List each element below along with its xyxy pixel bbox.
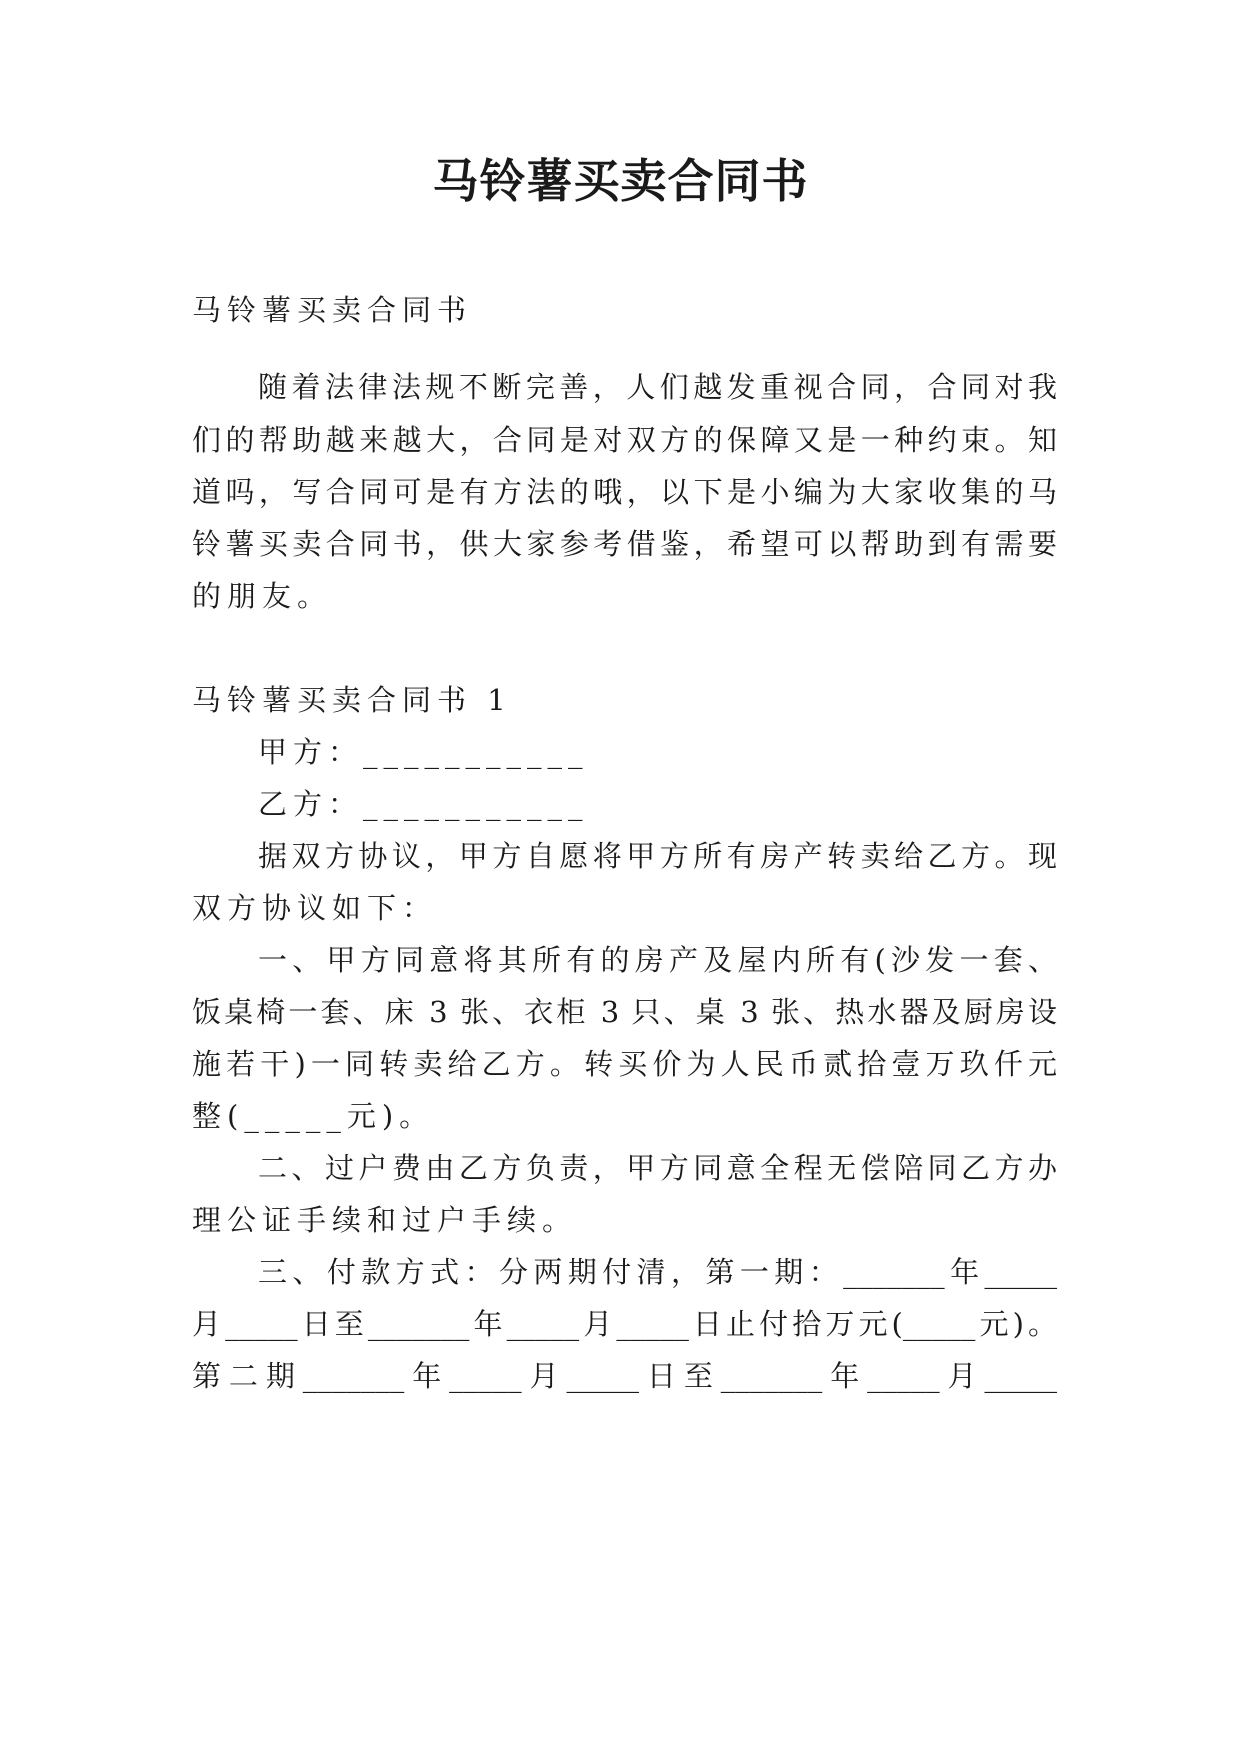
intro-line: 们的帮助越来越大，合同是对双方的保障又是一种约束。知 (192, 423, 1057, 457)
party-a-line: 甲方：___________ (258, 735, 589, 769)
document-title: 马铃薯买卖合同书 (432, 154, 809, 208)
clause-1-line: 整(_____元)。 (192, 1099, 435, 1133)
agreement-line: 双方协议如下： (192, 891, 438, 925)
clause-1-line: 施若干)一同转卖给乙方。转买价为人民币贰拾壹万玖仟元 (192, 1047, 1057, 1081)
document-subtitle: 马铃薯买卖合同书 (192, 293, 473, 327)
clause-3-line: 三、付款方式：分两期付清，第一期：_______年_____ (258, 1255, 1057, 1289)
clause-2-line: 二、过户费由乙方负责，甲方同意全程无偿陪同乙方办 (258, 1151, 1057, 1185)
clause-1-line: 一、甲方同意将其所有的房产及屋内所有(沙发一套、 (258, 943, 1057, 977)
clause-1-line: 饭桌椅一套、床 3 张、衣柜 3 只、桌 3 张、热水器及厨房设 (192, 995, 1057, 1029)
agreement-line: 据双方协议，甲方自愿将甲方所有房产转卖给乙方。现 (258, 839, 1057, 873)
clause-3-line: 第二期_______年_____月_____日至_______年_____月_____ (192, 1359, 1057, 1393)
intro-line: 铃薯买卖合同书，供大家参考借鉴，希望可以帮助到有需要 (192, 527, 1057, 561)
clause-3-line: 月_____日至_______年_____月_____日止付拾万元(_____元)。 (192, 1307, 1057, 1341)
intro-line: 的朋友。 (192, 579, 333, 613)
intro-line: 道吗，写合同可是有方法的哦，以下是小编为大家收集的马 (192, 475, 1057, 509)
section-heading: 马铃薯买卖合同书 1 (192, 683, 512, 717)
party-b-line: 乙方：___________ (258, 787, 589, 821)
intro-line: 随着法律法规不断完善，人们越发重视合同，合同对我 (258, 370, 1057, 404)
clause-2-line: 理公证手续和过户手续。 (192, 1203, 578, 1237)
